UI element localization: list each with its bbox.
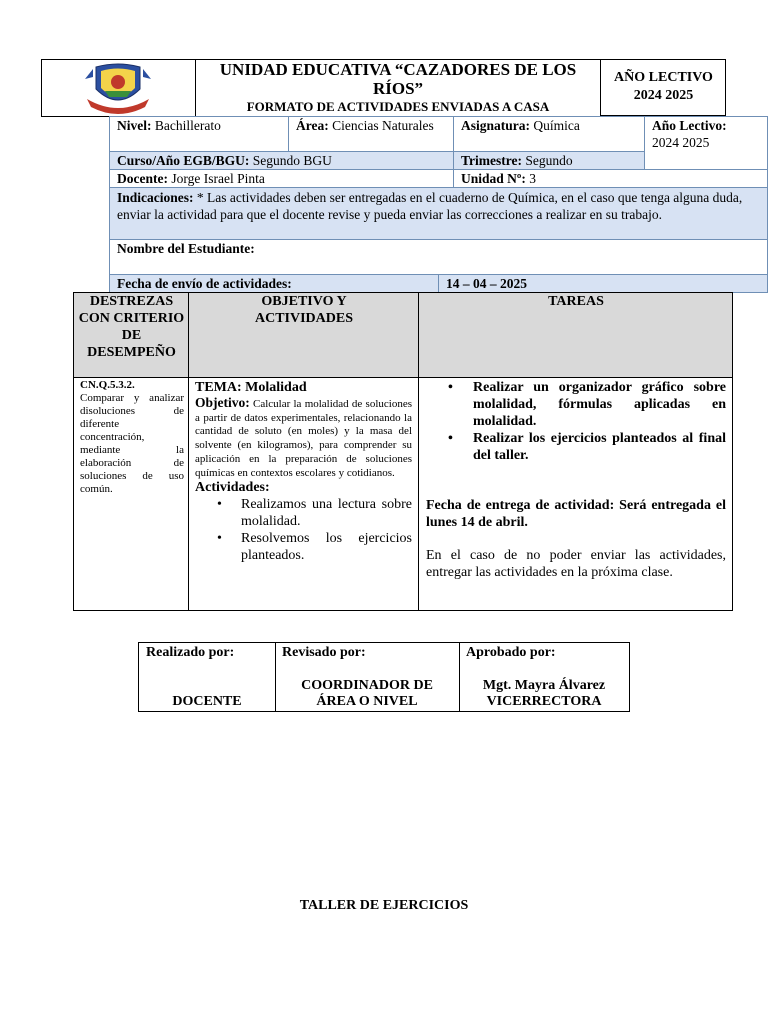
fecha-envio-value: 14 – 04 – 2025 bbox=[446, 276, 527, 291]
area-value: Ciencias Naturales bbox=[332, 118, 434, 133]
school-name-line1: UNIDAD EDUCATIVA “CAZADORES DE LOS bbox=[219, 60, 577, 79]
school-year-label: AÑO LECTIVO bbox=[614, 70, 713, 85]
logo-cell bbox=[41, 59, 196, 117]
bullet-icon: • bbox=[448, 431, 453, 446]
asignatura-label: Asignatura: bbox=[461, 118, 531, 133]
school-name bbox=[196, 60, 600, 98]
aprobado-value-line1: Mgt. Mayra Álvarez bbox=[482, 678, 606, 693]
actividad-text: Resolvemos los ejercicios planteados. bbox=[241, 531, 412, 564]
fecha-envio-value-cell bbox=[438, 274, 768, 293]
curso-value: Segundo BGU bbox=[252, 153, 332, 168]
fecha-envio-cell bbox=[109, 274, 439, 293]
taller-title: TALLER DE EJERCICIOS bbox=[299, 898, 469, 913]
fecha-entrega: Fecha de entrega de actividad: Será entregada el lunes 14 de abril. bbox=[426, 498, 726, 530]
actividades-list bbox=[195, 496, 412, 564]
realizado-value: DOCENTE bbox=[172, 694, 242, 709]
school-name-line2: RÍOS” bbox=[372, 79, 424, 98]
destreza-code: CN.Q.5.3.2. bbox=[80, 379, 135, 391]
aprobado-label: Aprobado por: bbox=[466, 645, 556, 660]
unidad-cell bbox=[453, 169, 768, 188]
revisado-label: Revisado por: bbox=[282, 645, 366, 660]
ano-lectivo-label: Año Lectivo: bbox=[652, 118, 727, 133]
tarea-text: Realizar un organizador gráfico sobre molalidad, fórmulas aplicadas en molalidad. bbox=[473, 380, 726, 429]
indicaciones-value: * Las actividades deben ser entregadas en el cuaderno de Química, en el caso que tenga alguna duda, enviar la actividad para que el docente revise y pueda enviar las correcciones a realizar en su trabajo. bbox=[117, 190, 743, 222]
unidad-value: 3 bbox=[529, 171, 536, 186]
indicaciones-label: Indicaciones: bbox=[117, 190, 194, 205]
asignatura-value: Química bbox=[533, 118, 580, 133]
objetivo-label: Objetivo: bbox=[195, 395, 250, 410]
school-year-box bbox=[600, 59, 726, 116]
revisado-value bbox=[275, 678, 459, 710]
nota-entrega: En el caso de no poder enviar las actividades, entregar las actividades en la próxima clase. bbox=[426, 548, 726, 580]
actividades-label: Actividades: bbox=[195, 480, 270, 496]
list-item bbox=[448, 430, 726, 464]
trimestre-label: Trimestre: bbox=[461, 153, 522, 168]
objetivo-text: Calcular la molalidad de soluciones a partir de datos experimentales, relacionando la cantidad de soluto (en moles) y la masa del solvente (en kilogramos), para comprender su aplicación en la preparación de soluciones químicas en contextos escolares y cotidianos. bbox=[195, 398, 412, 479]
asignatura-cell bbox=[453, 116, 645, 152]
tarea-text: Realizar los ejercicios planteados al final del taller. bbox=[473, 431, 726, 463]
aprobado-value-line2: VICERRECTORA bbox=[486, 694, 602, 709]
ano-lectivo-value: 2024 2025 bbox=[652, 135, 710, 150]
list-item bbox=[217, 530, 412, 564]
info-table bbox=[109, 116, 768, 293]
header-objetivo: OBJETIVO Y ACTIVIDADES bbox=[254, 294, 354, 326]
list-item bbox=[217, 496, 412, 530]
nivel-value: Bachillerato bbox=[154, 118, 221, 133]
curso-label: Curso/Año EGB/BGU: bbox=[117, 153, 250, 168]
activities-table bbox=[73, 292, 733, 611]
tema-value: Molalidad bbox=[245, 380, 307, 395]
revisado-cell bbox=[275, 643, 460, 711]
actividad-text: Realizamos una lectura sobre molalidad. bbox=[241, 497, 412, 530]
list-item bbox=[448, 379, 726, 430]
area-cell bbox=[288, 116, 454, 152]
docente-label: Docente: bbox=[117, 171, 168, 186]
tema-line bbox=[195, 379, 412, 396]
tema-label: TEMA: bbox=[195, 380, 242, 395]
header-destrezas: DESTREZAS CON CRITERIO DE DESEMPEÑO bbox=[78, 294, 185, 360]
trimestre-value: Segundo bbox=[525, 153, 573, 168]
indicaciones-cell bbox=[109, 187, 768, 240]
revisado-value-line1: COORDINADOR DE bbox=[301, 678, 433, 693]
destreza-cell bbox=[80, 379, 184, 496]
estudiante-cell bbox=[109, 239, 768, 275]
curso-cell bbox=[109, 151, 454, 170]
estudiante-label: Nombre del Estudiante: bbox=[117, 241, 255, 256]
bullet-icon: • bbox=[217, 497, 222, 513]
bullet-icon: • bbox=[217, 531, 222, 547]
docente-value: Jorge Israel Pinta bbox=[171, 171, 265, 186]
destreza-text: Comparar y analizar disoluciones de diferente concentración, mediante la elaboración de soluciones de uso común. bbox=[80, 392, 184, 495]
nivel-cell bbox=[109, 116, 289, 152]
tareas-list bbox=[426, 379, 726, 464]
nivel-label: Nivel: bbox=[117, 118, 152, 133]
unidad-label: Unidad Nº: bbox=[461, 171, 526, 186]
format-title: FORMATO DE ACTIVIDADES ENVIADAS A CASA bbox=[246, 99, 550, 114]
bullet-icon: • bbox=[448, 380, 453, 395]
tareas-cell bbox=[426, 379, 726, 581]
revisado-value-line2: ÁREA O NIVEL bbox=[316, 694, 418, 709]
header-tareas: TAREAS bbox=[548, 294, 604, 309]
realizado-cell bbox=[139, 643, 276, 711]
ano-lectivo-cell bbox=[644, 116, 768, 170]
school-year-value: 2024 2025 bbox=[633, 88, 694, 103]
aprobado-cell bbox=[459, 643, 629, 711]
signature-table bbox=[138, 642, 630, 712]
objetivo-cell bbox=[195, 379, 412, 564]
area-label: Área: bbox=[296, 118, 329, 133]
school-logo bbox=[41, 59, 196, 117]
fecha-envio-label: Fecha de envío de actividades: bbox=[117, 276, 292, 291]
docente-cell bbox=[109, 169, 454, 188]
objetivo-paragraph bbox=[195, 396, 412, 480]
trimestre-cell bbox=[453, 151, 645, 170]
aprobado-value bbox=[459, 678, 629, 710]
realizado-label: Realizado por: bbox=[146, 645, 235, 660]
